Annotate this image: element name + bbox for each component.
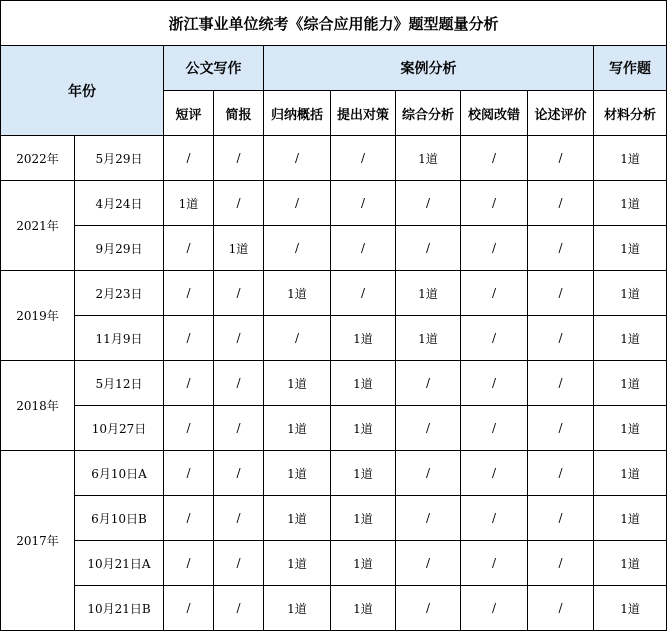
table-row bbox=[1, 271, 667, 316]
count-cell: / bbox=[396, 496, 461, 541]
count-cell: / bbox=[164, 271, 214, 316]
count-cell: 1道 bbox=[594, 226, 667, 271]
count-cell: / bbox=[396, 451, 461, 496]
date-cell: 10月27日 bbox=[75, 406, 164, 451]
group-header-writing: 写作题 bbox=[594, 46, 667, 91]
count-cell: / bbox=[461, 496, 528, 541]
table-title: 浙江事业单位统考《综合应用能力》题型题量分析 bbox=[1, 1, 667, 46]
count-cell: 1道 bbox=[331, 316, 396, 361]
date-cell: 6月10日A bbox=[75, 451, 164, 496]
count-cell: 1道 bbox=[594, 136, 667, 181]
subheader-countermeasures: 提出对策 bbox=[331, 91, 396, 136]
count-cell: / bbox=[461, 316, 528, 361]
date-cell: 5月12日 bbox=[75, 361, 164, 406]
count-cell: 1道 bbox=[594, 181, 667, 226]
table-row bbox=[1, 226, 667, 271]
table-row bbox=[1, 541, 667, 586]
count-cell: 1道 bbox=[264, 361, 331, 406]
subheader-summarize: 归纳概括 bbox=[264, 91, 331, 136]
count-cell: / bbox=[214, 361, 264, 406]
count-cell: / bbox=[461, 181, 528, 226]
count-cell: / bbox=[264, 136, 331, 181]
count-cell: / bbox=[461, 451, 528, 496]
group-header-case-analysis: 案例分析 bbox=[264, 46, 594, 91]
count-cell: / bbox=[528, 361, 594, 406]
count-cell: 1道 bbox=[264, 406, 331, 451]
count-cell: / bbox=[164, 451, 214, 496]
group-header-official-writing: 公文写作 bbox=[164, 46, 264, 91]
table-row bbox=[1, 316, 667, 361]
count-cell: / bbox=[214, 586, 264, 631]
count-cell: / bbox=[396, 226, 461, 271]
count-cell: 1道 bbox=[396, 271, 461, 316]
count-cell: / bbox=[164, 136, 214, 181]
count-cell: 1道 bbox=[594, 541, 667, 586]
count-cell: 1道 bbox=[594, 496, 667, 541]
count-cell: / bbox=[214, 136, 264, 181]
table-row bbox=[1, 451, 667, 496]
subheader-material-analysis: 材料分析 bbox=[594, 91, 667, 136]
table-row bbox=[1, 496, 667, 541]
count-cell: / bbox=[461, 586, 528, 631]
count-cell: 1道 bbox=[331, 406, 396, 451]
count-cell: / bbox=[164, 226, 214, 271]
count-cell: 1道 bbox=[214, 226, 264, 271]
count-cell: / bbox=[528, 496, 594, 541]
date-cell: 9月29日 bbox=[75, 226, 164, 271]
count-cell: / bbox=[528, 226, 594, 271]
year-cell: 2018年 bbox=[1, 361, 75, 451]
subheader-proofreading: 校阅改错 bbox=[461, 91, 528, 136]
year-cell: 2019年 bbox=[1, 271, 75, 361]
count-cell: 1道 bbox=[594, 586, 667, 631]
subheader-argument-evaluation: 论述评价 bbox=[528, 91, 594, 136]
count-cell: / bbox=[461, 361, 528, 406]
date-cell: 5月29日 bbox=[75, 136, 164, 181]
subheader-short-review: 短评 bbox=[164, 91, 214, 136]
count-cell: / bbox=[331, 271, 396, 316]
count-cell: / bbox=[396, 361, 461, 406]
year-cell: 2021年 bbox=[1, 181, 75, 271]
count-cell: / bbox=[164, 586, 214, 631]
count-cell: 1道 bbox=[331, 586, 396, 631]
count-cell: 1道 bbox=[594, 406, 667, 451]
count-cell: 1道 bbox=[331, 451, 396, 496]
count-cell: / bbox=[214, 451, 264, 496]
count-cell: / bbox=[461, 406, 528, 451]
count-cell: / bbox=[214, 541, 264, 586]
count-cell: 1道 bbox=[594, 361, 667, 406]
count-cell: / bbox=[214, 271, 264, 316]
year-header: 年份 bbox=[1, 46, 164, 136]
count-cell: / bbox=[528, 271, 594, 316]
count-cell: / bbox=[528, 136, 594, 181]
count-cell: / bbox=[264, 226, 331, 271]
count-cell: / bbox=[528, 451, 594, 496]
count-cell: / bbox=[331, 181, 396, 226]
count-cell: / bbox=[164, 361, 214, 406]
count-cell: 1道 bbox=[594, 451, 667, 496]
count-cell: / bbox=[528, 406, 594, 451]
count-cell: 1道 bbox=[264, 541, 331, 586]
table-row bbox=[1, 406, 667, 451]
count-cell: / bbox=[528, 181, 594, 226]
count-cell: 1道 bbox=[331, 496, 396, 541]
count-cell: / bbox=[396, 406, 461, 451]
count-cell: / bbox=[461, 136, 528, 181]
date-cell: 4月24日 bbox=[75, 181, 164, 226]
count-cell: 1道 bbox=[264, 496, 331, 541]
count-cell: / bbox=[214, 496, 264, 541]
table-row bbox=[1, 586, 667, 631]
count-cell: 1道 bbox=[594, 316, 667, 361]
subheader-comprehensive-analysis: 综合分析 bbox=[396, 91, 461, 136]
count-cell: / bbox=[461, 541, 528, 586]
count-cell: / bbox=[396, 586, 461, 631]
count-cell: / bbox=[214, 406, 264, 451]
count-cell: 1道 bbox=[331, 541, 396, 586]
count-cell: / bbox=[214, 181, 264, 226]
count-cell: / bbox=[528, 541, 594, 586]
count-cell: / bbox=[528, 316, 594, 361]
count-cell: / bbox=[396, 541, 461, 586]
year-cell: 2017年 bbox=[1, 451, 75, 631]
date-cell: 2月23日 bbox=[75, 271, 164, 316]
count-cell: 1道 bbox=[264, 586, 331, 631]
count-cell: 1道 bbox=[264, 451, 331, 496]
count-cell: 1道 bbox=[164, 181, 214, 226]
table-row bbox=[1, 136, 667, 181]
date-cell: 10月21日A bbox=[75, 541, 164, 586]
count-cell: / bbox=[164, 406, 214, 451]
count-cell: / bbox=[164, 541, 214, 586]
count-cell: / bbox=[461, 271, 528, 316]
count-cell: / bbox=[331, 226, 396, 271]
count-cell: 1道 bbox=[594, 271, 667, 316]
count-cell: / bbox=[164, 496, 214, 541]
date-cell: 6月10日B bbox=[75, 496, 164, 541]
count-cell: 1道 bbox=[396, 316, 461, 361]
count-cell: / bbox=[164, 316, 214, 361]
table-row bbox=[1, 181, 667, 226]
count-cell: / bbox=[396, 181, 461, 226]
date-cell: 11月9日 bbox=[75, 316, 164, 361]
count-cell: / bbox=[331, 136, 396, 181]
count-cell: / bbox=[461, 226, 528, 271]
count-cell: 1道 bbox=[396, 136, 461, 181]
date-cell: 10月21日B bbox=[75, 586, 164, 631]
count-cell: / bbox=[264, 181, 331, 226]
table-row bbox=[1, 361, 667, 406]
year-cell: 2022年 bbox=[1, 136, 75, 181]
count-cell: 1道 bbox=[331, 361, 396, 406]
count-cell: / bbox=[528, 586, 594, 631]
subheader-briefing: 简报 bbox=[214, 91, 264, 136]
count-cell: / bbox=[214, 316, 264, 361]
count-cell: 1道 bbox=[264, 271, 331, 316]
count-cell: / bbox=[264, 316, 331, 361]
